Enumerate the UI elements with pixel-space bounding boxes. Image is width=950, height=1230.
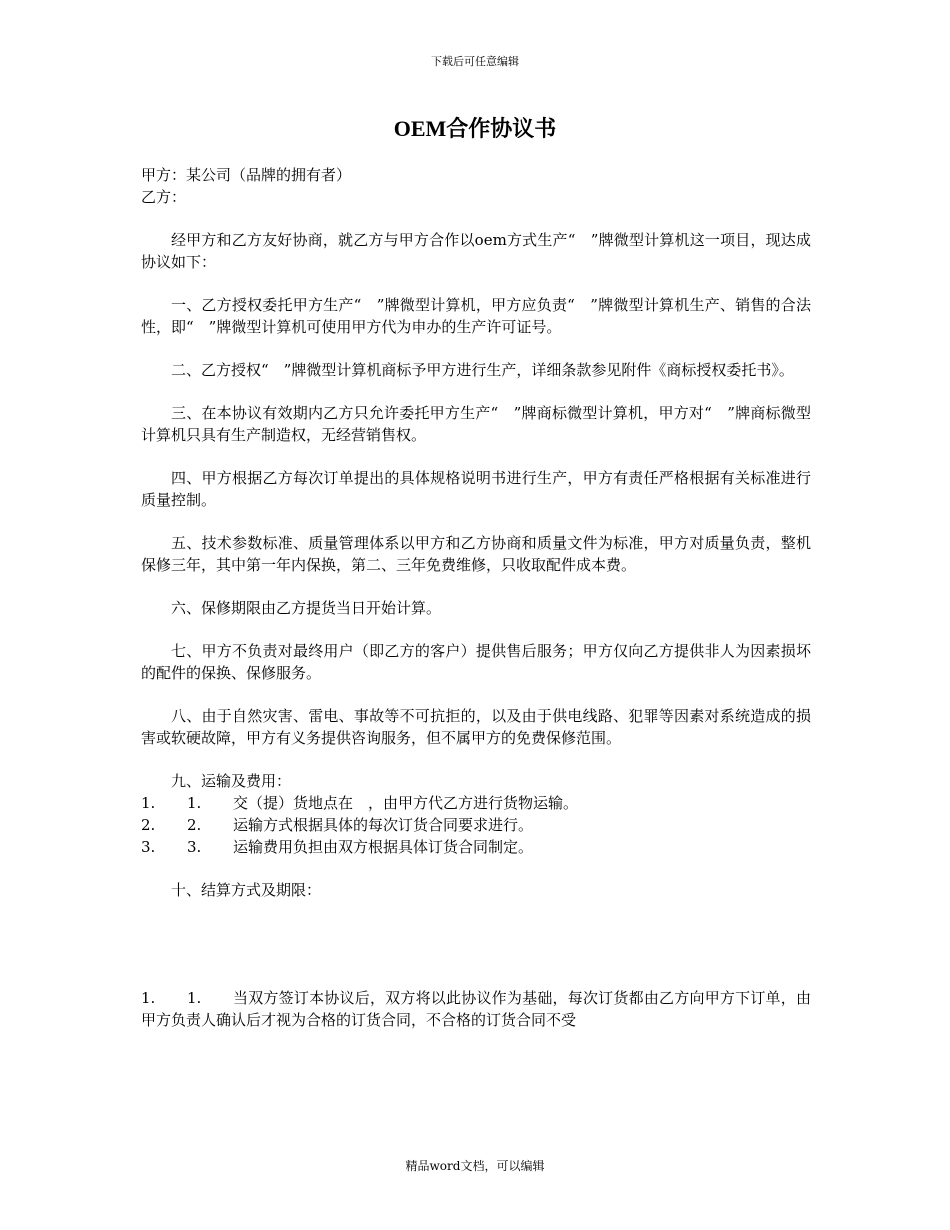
clause-1: 一、乙方授权委托甲方生产“ ”牌微型计算机，甲方应负责“ ”牌微型计算机生产、销售的合法性，即“ ”牌微型计算机可使用甲方代为申办的生产许可证号。: [141, 296, 811, 336]
list-subnumber: 1.: [187, 989, 202, 1007]
list-subnumber: 1.: [187, 794, 202, 812]
list-subnumber: 3.: [187, 838, 202, 856]
list-number: 1.: [141, 989, 156, 1007]
list-number: 2.: [141, 816, 156, 834]
clause-2: 二、乙方授权“ ”牌微型计算机商标予甲方进行生产，详细条款参见附件《商标授权委托书》。: [171, 361, 794, 379]
transport-heading: 九、运输及费用：: [171, 772, 292, 790]
transport-item: [141, 836, 811, 858]
intro-paragraph: 经甲方和乙方友好协商，就乙方与甲方合作以oem方式生产“ ”牌微型计算机这一项目，现达成协议如下：: [141, 231, 811, 271]
list-item-text: 运输方式根据具体的每次订货合同要求进行。: [233, 816, 534, 834]
settlement-item: [141, 987, 811, 1031]
list-item-text: 运输费用负担由双方根据具体订货合同制定。: [233, 838, 534, 856]
list-item-text: 当双方签订本协议后，双方将以此协议作为基础，每次订货都由乙方向甲方下订单，由甲方负责人确认后才视为合格的订货合同，不合格的订货合同不受: [141, 989, 811, 1029]
list-number: 1.: [141, 794, 156, 812]
clause-6: 六、保修期限由乙方提货当日开始计算。: [171, 599, 442, 617]
party-b-line: 乙方：: [141, 188, 187, 206]
footer-note: 精品word文档，可以编辑: [405, 1159, 545, 1173]
list-subnumber: 2.: [187, 816, 202, 834]
clause-5: 五、技术参数标准、质量管理体系以甲方和乙方协商和质量文件为标准，甲方对质量负责，整机保修三年，其中第一年内保换，第二、三年免费维修，只收取配件成本费。: [141, 534, 811, 574]
document-title: OEM合作协议书: [393, 116, 557, 141]
clause-7: 七、甲方不负责对最终用户（即乙方的客户）提供售后服务；甲方仅向乙方提供非人为因素损坏的配件的保换、保修服务。: [141, 642, 811, 682]
transport-item: [141, 814, 811, 836]
clause-4: 四、甲方根据乙方每次订单提出的具体规格说明书进行生产，甲方有责任严格根据有关标准进行质量控制。: [141, 469, 811, 509]
header-note: 下载后可任意编辑: [431, 55, 519, 68]
transport-item: [141, 792, 811, 814]
list-item-text: 交（提）货地点在 ，由甲方代乙方进行货物运输。: [233, 794, 579, 812]
clause-3: 三、在本协议有效期内乙方只允许委托甲方生产“ ”牌商标微型计算机，甲方对“ ”牌商标微型计算机只具有生产制造权，无经营销售权。: [141, 404, 811, 444]
settlement-heading: 十、结算方式及期限：: [171, 881, 322, 899]
list-number: 3.: [141, 838, 156, 856]
party-a-line: 甲方：某公司（品牌的拥有者）: [141, 166, 352, 184]
clause-8: 八、由于自然灾害、雷电、事故等不可抗拒的，以及由于供电线路、犯罪等因素对系统造成的损害或软硬故障，甲方有义务提供咨询服务，但不属甲方的免费保修范围。: [141, 707, 811, 747]
document-body: [141, 164, 811, 1031]
